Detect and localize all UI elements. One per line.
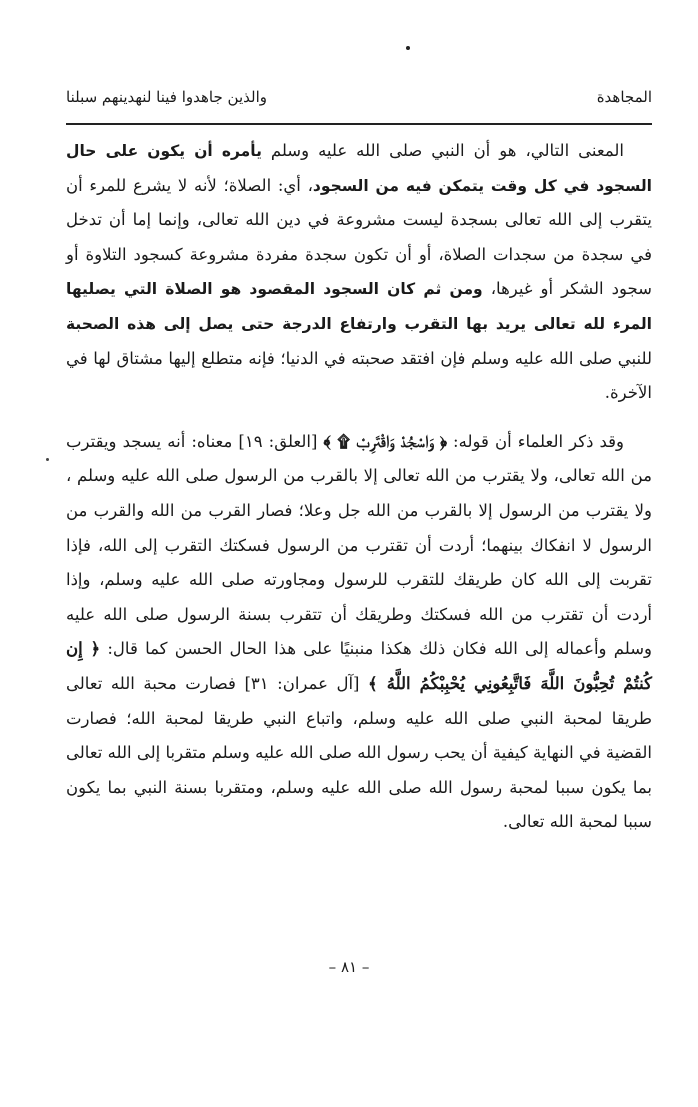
margin-mark bbox=[46, 458, 49, 461]
running-header bbox=[66, 88, 652, 114]
quran-verse-2: ﴿ إِن كُنتُمْ تُحِبُّونَ اللَّهَ فَاتَّبِعُونِي يُحْبِبْكُمُ اللَّهُ ﴾ bbox=[66, 639, 652, 693]
paragraph-1-text: المعنى التالي، هو أن النبي صلى الله عليه وسلم bbox=[261, 141, 624, 160]
paragraph-1-bold-1: يأمره أن يكون على حال السجود في كل وقت يتمكن فيه من السجود bbox=[66, 142, 652, 195]
paragraph-2-text: [آل عمران: ٣١] فصارت محبة الله تعالى طريقا لمحبة النبي صلى الله عليه وسلم، واتباع النبي طريقا لمحبة الله؛ فصارت القضية في النهاية كيفية أن يحب رسول الله صلى الله عليه وسلم متقربا إلى الله تعالى بما يكون سببا لمحبة رسول الله صلى الله عليه وسلم، ومتقربا بسنة النبي بما يكون سببا لمحبة الله تعالى. bbox=[66, 673, 652, 832]
header-chapter: المجاهدة bbox=[596, 88, 652, 106]
header-running-title: والذين جاهدوا فينا لنهدينهم سبلنا bbox=[66, 88, 267, 106]
paragraph-2 bbox=[66, 425, 652, 840]
paragraph-1-text: ، أي: الصلاة؛ لأنه لا يشرع للمرء أن يتقرب إلى الله تعالى بسجدة ليست مشروعة في دين الله تعالى، وإنما إما أن تدخل في سجدة من سجدات الصلاة، أو أن تكون سجدة مفردة مشروعة كسجود التلاوة أو سجود الشكر أو غيرها، bbox=[66, 175, 652, 299]
paragraph-1 bbox=[66, 134, 652, 411]
paragraph-2-text: [العلق: ١٩] معناه: أنه يسجد ويقترب من الله تعالى، ولا يقترب من الله تعالى إلا بالقرب من الرسول صلى الله عليه وسلم ، ولا يقترب من الرسول إلا بالقرب من الله جل وعلا؛ فصار القرب من الله والقرب من الرسول لا انفكاك بينهما؛ أردت أن تقترب من الرسول فسكتك التقرب إلى الله، فإذا تقربت إلى الله كان طريقك للتقرب للرسول ومجاورته صلى الله عليه وسلم، وإذا أردت أن تقترب من الله فسكتك وطريقك أن تتقرب بسنة الرسول صلى الله عليه وسلم وأعماله إلى الله فكان ذلك هكذا منبنيًا على هذا الحال الحسن كما قال: bbox=[66, 431, 652, 659]
paragraph-2-text: وقد ذكر العلماء أن قوله: bbox=[447, 431, 624, 451]
header-rule bbox=[66, 123, 652, 125]
page-number: – ٨١ – bbox=[328, 958, 370, 976]
paragraph-1-text: للنبي صلى الله عليه وسلم فإن افتقد صحبته في الدنيا؛ فإنه متطلع إليها مشتاق لها في الآخرة. bbox=[66, 348, 652, 403]
paragraph-1-bold-2: ومن ثم كان السجود المقصود هو الصلاة التي يصليها المرء لله تعالى يريد بها التقرب وارتفاع الدرجة حتى يصل إلى هذه الصحبة bbox=[66, 280, 652, 333]
top-ornament-dot bbox=[406, 46, 410, 50]
quran-verse-1: ﴿ وَاسْجُدْ وَاقْتَرِبْ ۩ ﴾ bbox=[323, 431, 447, 451]
body-text bbox=[66, 134, 652, 840]
